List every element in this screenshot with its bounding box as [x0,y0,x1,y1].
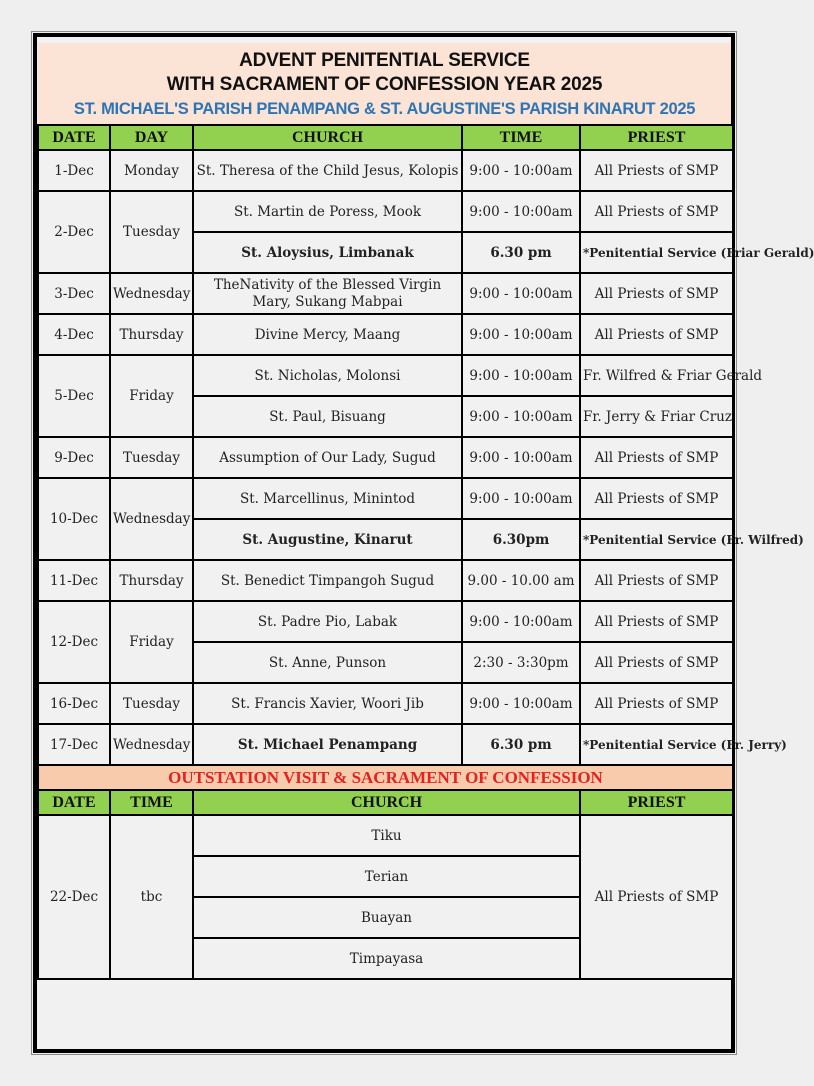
priest-cell: All Priests of SMP [580,601,733,642]
outstation-church-cell: Terian [193,856,580,897]
church-cell: St. Nicholas, Molonsi [193,355,462,396]
day-cell: Thursday [110,314,193,355]
date-cell: 2-Dec [38,191,110,273]
day-cell: Tuesday [110,437,193,478]
time-cell: 6.30 pm [462,232,580,273]
time-cell: 6.30pm [462,519,580,560]
time-cell: 9:00 - 10:00am [462,273,580,314]
outstation-row [38,815,733,856]
outstation-header-church: CHURCH [193,790,580,815]
table-row [38,314,733,355]
date-cell: 16-Dec [38,683,110,724]
church-cell: St. Augustine, Kinarut [193,519,462,560]
outstation-header-date: DATE [38,790,110,815]
priest-cell: All Priests of SMP [580,314,733,355]
church-cell: St. Marcellinus, Minintod [193,478,462,519]
church-cell: Assumption of Our Lady, Sugud [193,437,462,478]
church-cell: St. Francis Xavier, Woori Jib [193,683,462,724]
outstation-church-cell: Tiku [193,815,580,856]
date-cell: 11-Dec [38,560,110,601]
outstation-title: OUTSTATION VISIT & SACRAMENT OF CONFESSION [38,765,733,790]
table-row [38,683,733,724]
church-cell: Divine Mercy, Maang [193,314,462,355]
outstation-title-row [38,765,733,790]
outstation-date-cell: 22-Dec [38,815,110,979]
header-church: CHURCH [193,125,462,150]
priest-cell: All Priests of SMP [580,478,733,519]
priest-cell: Fr. Wilfred & Friar Gerald [580,355,733,396]
outstation-church-cell: Buayan [193,897,580,938]
day-cell: Tuesday [110,683,193,724]
table-row [38,273,733,314]
time-cell: 9:00 - 10:00am [462,437,580,478]
church-cell: St. Benedict Timpangoh Sugud [193,560,462,601]
church-cell: TheNativity of the Blessed Virgin Mary, Sukang Mabpai [193,273,462,314]
time-cell: 9:00 - 10:00am [462,314,580,355]
outstation-header-row [38,790,733,815]
day-cell: Wednesday [110,478,193,560]
priest-cell: All Priests of SMP [580,150,733,191]
church-cell: St. Anne, Punson [193,642,462,683]
priest-cell: All Priests of SMP [580,273,733,314]
date-cell: 10-Dec [38,478,110,560]
priest-cell: *Penitential Service (Fr. Wilfred) [580,519,733,560]
priest-cell: All Priests of SMP [580,642,733,683]
day-cell: Thursday [110,560,193,601]
time-cell: 9:00 - 10:00am [462,601,580,642]
table-row [38,478,733,519]
church-cell: St. Michael Penampang [193,724,462,765]
title-block [38,43,731,125]
day-cell: Friday [110,355,193,437]
church-cell: St. Martin de Poress, Mook [193,191,462,232]
time-cell: 2:30 - 3:30pm [462,642,580,683]
outstation-time-cell: tbc [110,815,193,979]
church-cell: St. Aloysius, Limbanak [193,232,462,273]
table-row [38,560,733,601]
table-row [38,601,733,642]
day-cell: Monday [110,150,193,191]
outstation-church-cell: Timpayasa [193,938,580,979]
schedule-header-row [38,125,733,150]
schedule-table [37,124,814,980]
date-cell: 5-Dec [38,355,110,437]
time-cell: 9:00 - 10:00am [462,683,580,724]
day-cell: Tuesday [110,191,193,273]
time-cell: 9:00 - 10:00am [462,478,580,519]
day-cell: Friday [110,601,193,683]
time-cell: 9:00 - 10:00am [462,150,580,191]
title-line-2: WITH SACRAMENT OF CONFESSION YEAR 2025 [166,74,603,95]
title-line-1: ADVENT PENITENTIAL SERVICE [239,50,530,71]
table-row [38,150,733,191]
date-cell: 9-Dec [38,437,110,478]
priest-cell: All Priests of SMP [580,191,733,232]
outstation-header-time: TIME [110,790,193,815]
time-cell: 9:00 - 10:00am [462,191,580,232]
date-cell: 17-Dec [38,724,110,765]
table-row [38,355,733,396]
table-row [38,437,733,478]
day-cell: Wednesday [110,273,193,314]
priest-cell: All Priests of SMP [580,437,733,478]
date-cell: 12-Dec [38,601,110,683]
time-cell: 9:00 - 10:00am [462,355,580,396]
church-cell: St. Padre Pio, Labak [193,601,462,642]
table-row [38,191,733,232]
header-priest: PRIEST [580,125,733,150]
priest-cell: *Penitential Service (Fr. Jerry) [580,724,733,765]
parish-subtitle: ST. MICHAEL'S PARISH PENAMPANG & ST. AUGUSTINE'S PARISH KINARUT 2025 [73,100,696,118]
date-cell: 3-Dec [38,273,110,314]
header-day: DAY [110,125,193,150]
priest-cell: All Priests of SMP [580,683,733,724]
priest-cell: Fr. Jerry & Friar Cruz [580,396,733,437]
header-time: TIME [462,125,580,150]
church-cell: St. Paul, Bisuang [193,396,462,437]
outstation-priest-cell: All Priests of SMP [580,815,733,979]
date-cell: 1-Dec [38,150,110,191]
priest-cell: All Priests of SMP [580,560,733,601]
date-cell: 4-Dec [38,314,110,355]
church-cell: St. Theresa of the Child Jesus, Kolopis [193,150,462,191]
table-row [38,724,733,765]
priest-cell: *Penitential Service (Friar Gerald) [580,232,733,273]
time-cell: 6.30 pm [462,724,580,765]
time-cell: 9:00 - 10:00am [462,396,580,437]
time-cell: 9.00 - 10.00 am [462,560,580,601]
header-date: DATE [38,125,110,150]
outstation-header-priest: PRIEST [580,790,733,815]
day-cell: Wednesday [110,724,193,765]
